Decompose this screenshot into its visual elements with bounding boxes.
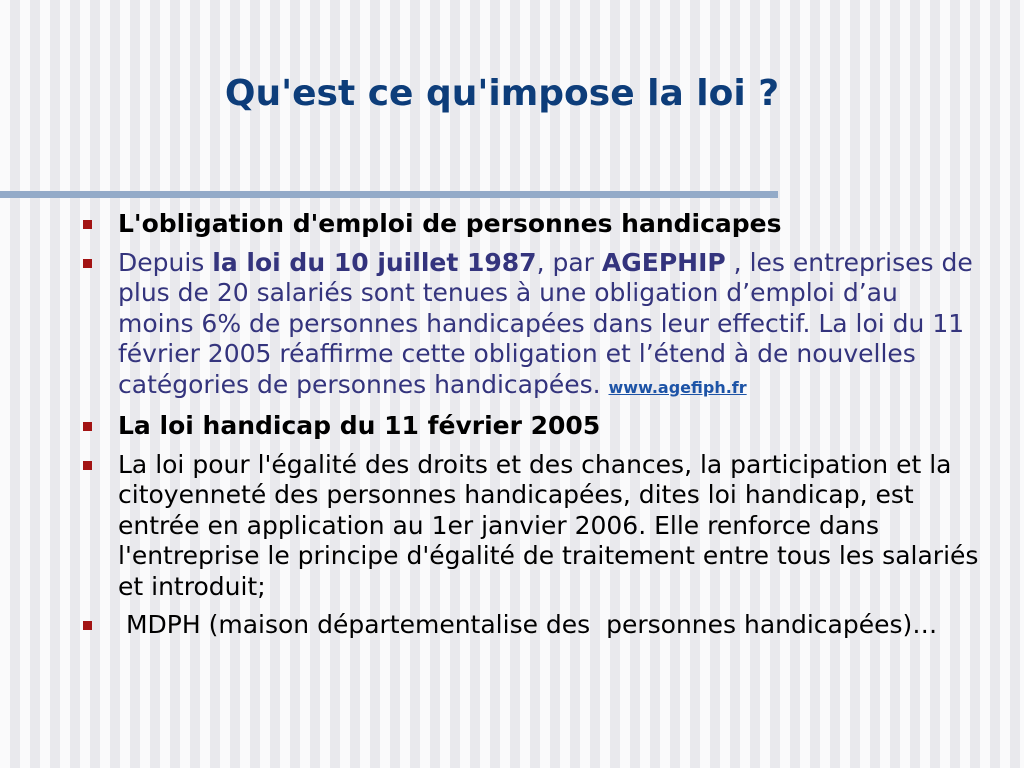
square-bullet-icon [83,461,92,470]
slide-title: Qu'est ce qu'impose la loi ? [224,73,780,114]
bullet-item-loi-handicap [80,411,980,442]
square-bullet-icon [83,621,92,630]
bullet-item-loi-1987 [80,248,980,404]
bullet-text: La loi handicap du 11 février 2005 [118,411,601,440]
bullet-item-egalite [80,450,980,603]
bullet-text-part: , par [536,247,602,277]
bullet-text: La loi pour l'égalité des droits et des chances, la participation et la citoyenneté des personnes handicapées, dites loi handicap, est entrée en application au 1er janvier 2006. Elle renforce dans l'entreprise le principe d'égalité de traitement entre tous les salariés et introduit; [118,449,979,601]
bullet-text-part: Depuis [118,247,213,277]
square-bullet-icon [83,220,92,229]
agefiph-link[interactable]: www.agefiph.fr [608,377,747,397]
square-bullet-icon [83,422,92,431]
bullet-text: MDPH (maison départementalise des personnes handicapées)… [118,610,938,639]
bullet-list [80,209,980,649]
bullet-text-bold-org: AGEPHIP [601,247,726,277]
title-divider [0,191,778,198]
bullet-item-mdph [80,610,980,641]
square-bullet-icon [83,259,92,268]
bullet-text-bold-law: la loi du 10 juillet 1987 [212,247,537,277]
bullet-text-part: , les entreprises de plus de 20 salariés sont tenues à une obligation d’emploi d’au moins 6% de personnes handicapées dans leur effectif. La loi du 11 février 2005 réaffirme cette obligation et l’étend à de nouvelles catégories de personnes handicapées. [118,247,973,399]
bullet-text: L'obligation d'emploi de personnes handicapes [118,209,782,238]
bullet-item-obligation [80,209,980,240]
